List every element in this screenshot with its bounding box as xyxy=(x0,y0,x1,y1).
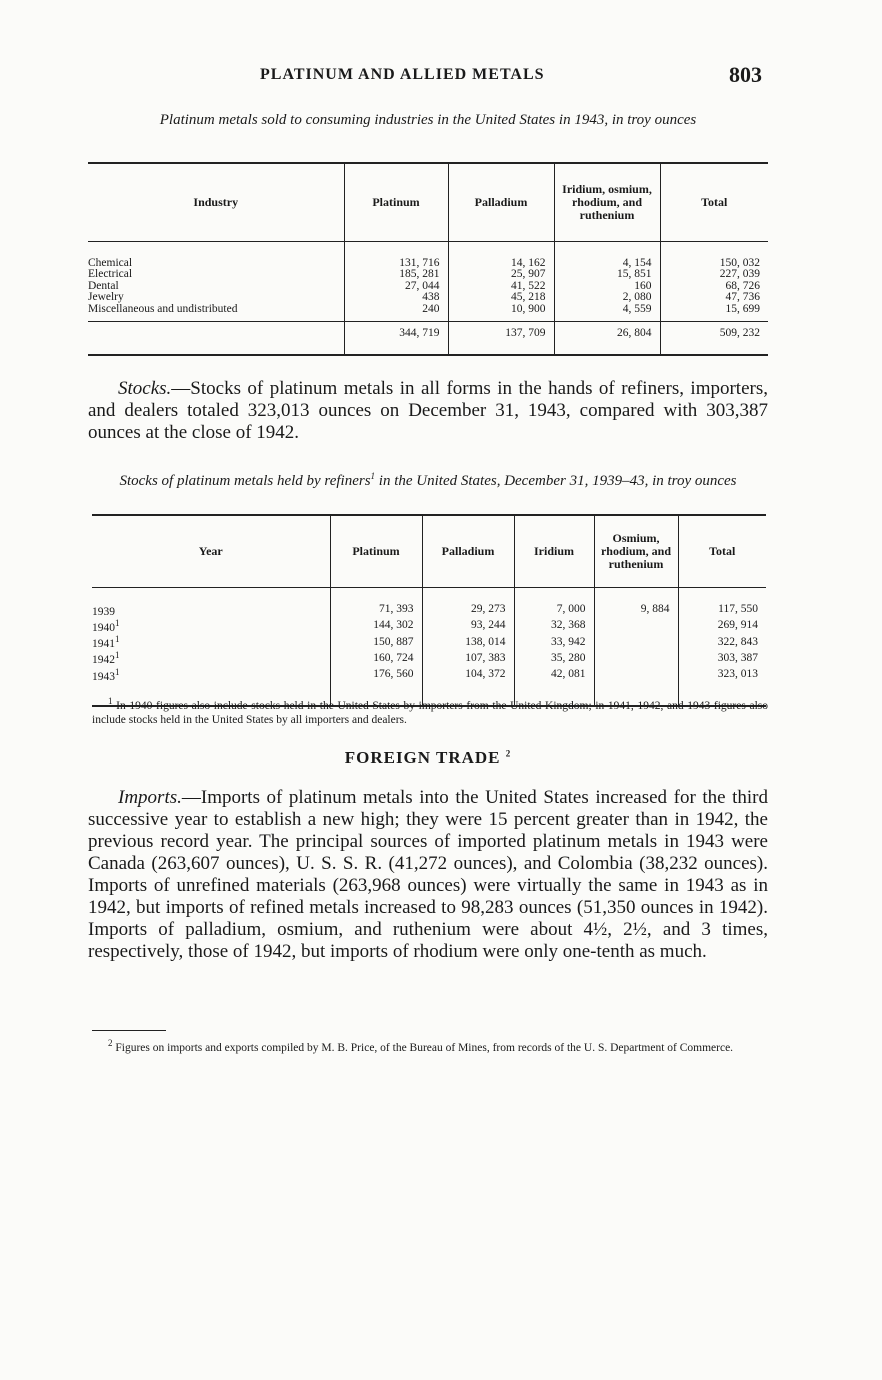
value-cell: 15, 851 xyxy=(554,269,660,281)
year-footnote-mark: 1 xyxy=(115,634,120,645)
value-cell: 240 xyxy=(344,304,448,322)
year-label: 1943 xyxy=(92,670,115,683)
foreign-trade-title: FOREIGN TRADE xyxy=(344,748,501,767)
value-cell: 131, 716 xyxy=(344,241,448,269)
value-cell: 33, 942 xyxy=(514,634,594,650)
industry-name-cell: Miscellaneous and undistributed xyxy=(88,302,238,315)
table2-col-iridium: Iridium xyxy=(514,515,594,587)
table2-header-row xyxy=(92,515,766,587)
industry-name-cell: Electrical xyxy=(88,268,133,280)
table2-row xyxy=(92,634,766,650)
table1-col-platinum: Platinum xyxy=(344,163,448,241)
stocks-table xyxy=(92,514,766,707)
table1-col-industry: Industry xyxy=(193,194,239,209)
value-cell: 138, 014 xyxy=(422,634,514,650)
imports-paragraph xyxy=(88,787,768,963)
table2-footnote-text: In 1940 figures also include stocks held in the United States by importers from the United Kingdom; in 1941, 1942, and 1943 figures also include stocks held in the United States by all importers and dealers. xyxy=(92,699,769,726)
value-cell: 322, 843 xyxy=(678,634,766,650)
value-cell: 29, 273 xyxy=(422,587,514,618)
value-cell: 7, 000 xyxy=(514,587,594,618)
table1-total-palladium: 137, 709 xyxy=(448,322,554,355)
imports-text: —Imports of platinum metals into the United States increased for the third successive year to establish a new high; they were 15 percent greater than in 1942, the previous record year. The principal sources of imported platinum metals in 1943 were Canada (263,607 ounces), U. S. S. R. (41,272 ounces), and Colombia (38,232 ounces). Imports of unrefined materials (263,968 ounces) were virtually the same in 1943 as in 1942, but imports of refined metals increased to 98,283 ounces (51,350 ounces in 1942). Imports of palladium, osmium, and ruthenium were about 4½, 2½, and 3 times, respectively, those of 1942, but imports of rhodium were only one-tenth as much. xyxy=(88,787,768,962)
table1-row xyxy=(88,241,768,269)
value-cell: 68, 726 xyxy=(660,281,768,293)
value-cell: 160 xyxy=(554,281,660,293)
value-cell: 42, 081 xyxy=(514,667,594,706)
running-title: PLATINUM AND ALLIED METALS xyxy=(260,66,545,83)
table2-footnote-mark: 1 xyxy=(108,696,113,706)
table1-total-iridium: 26, 804 xyxy=(554,322,660,355)
year-footnote-mark: 1 xyxy=(115,650,120,661)
table1-total-platinum: 344, 719 xyxy=(344,322,448,355)
table1-row xyxy=(88,304,768,322)
value-cell xyxy=(594,634,678,650)
value-cell: 32, 368 xyxy=(514,618,594,634)
year-label: 1942 xyxy=(92,654,115,667)
foreign-trade-sup: 2 xyxy=(505,748,512,759)
value-cell: 2, 080 xyxy=(554,292,660,304)
table1-caption: Platinum metals sold to consuming industries in the United States in 1943, in troy ounces xyxy=(159,112,697,128)
table2-row xyxy=(92,650,766,666)
value-cell: 227, 039 xyxy=(660,269,768,281)
table2-col-platinum: Platinum xyxy=(330,515,422,587)
value-cell: 176, 560 xyxy=(330,667,422,706)
table1-total-total: 509, 232 xyxy=(660,322,768,355)
value-cell: 117, 550 xyxy=(678,587,766,618)
table2-col-year: Year xyxy=(198,543,223,558)
table1-col-palladium: Palladium xyxy=(448,163,554,241)
stocks-paragraph xyxy=(88,378,768,444)
foreign-trade-footnote-mark: 2 xyxy=(108,1038,113,1048)
value-cell: 150, 887 xyxy=(330,634,422,650)
value-cell: 27, 044 xyxy=(344,281,448,293)
year-cell xyxy=(92,650,330,666)
foreign-trade-footnote xyxy=(92,1036,768,1055)
table1-totals-row xyxy=(88,322,768,355)
foreign-trade-heading xyxy=(88,748,768,768)
value-cell: 185, 281 xyxy=(344,269,448,281)
value-cell: 438 xyxy=(344,292,448,304)
industry-name-cell: Jewelry xyxy=(88,291,124,303)
imports-lead: Imports. xyxy=(118,787,182,808)
value-cell: 144, 302 xyxy=(330,618,422,634)
industry-name-cell: Dental xyxy=(88,279,119,292)
table1-header-row xyxy=(88,163,768,241)
year-label: 1941 xyxy=(92,637,115,650)
value-cell xyxy=(594,650,678,666)
value-cell: 47, 736 xyxy=(660,292,768,304)
value-cell: 45, 218 xyxy=(448,292,554,304)
year-cell xyxy=(92,587,330,618)
value-cell: 14, 162 xyxy=(448,241,554,269)
stocks-text: —Stocks of platinum metals in all forms in the hands of refiners, importers, and dealers totaled 323,013 ounces on December 31, 1943, compared with 303,387 ounces at the close of 1942. xyxy=(88,378,768,443)
table2-caption xyxy=(88,468,768,490)
industry-name-cell: Chemical xyxy=(88,256,133,269)
year-footnote-mark: 1 xyxy=(115,666,120,677)
value-cell: 15, 699 xyxy=(660,304,768,322)
value-cell: 71, 393 xyxy=(330,587,422,618)
value-cell: 303, 387 xyxy=(678,650,766,666)
value-cell: 104, 372 xyxy=(422,667,514,706)
value-cell: 4, 559 xyxy=(554,304,660,322)
table2-caption-post: in the United States, December 31, 1939–43, in troy ounces xyxy=(375,473,737,489)
table1-total-label xyxy=(88,322,344,355)
table2-col-palladium: Palladium xyxy=(422,515,514,587)
value-cell: 93, 244 xyxy=(422,618,514,634)
year-label: 1939 xyxy=(92,605,115,618)
year-cell xyxy=(92,618,330,634)
value-cell: 323, 013 xyxy=(678,667,766,706)
industry-sales-table xyxy=(88,162,768,356)
table1-row xyxy=(88,269,768,281)
value-cell: 35, 280 xyxy=(514,650,594,666)
value-cell: 160, 724 xyxy=(330,650,422,666)
footnote-rule xyxy=(92,1030,166,1031)
value-cell: 41, 522 xyxy=(448,281,554,293)
value-cell: 4, 154 xyxy=(554,241,660,269)
table1-row xyxy=(88,292,768,304)
value-cell: 10, 900 xyxy=(448,304,554,322)
table2-row xyxy=(92,618,766,634)
page-number: 803 xyxy=(729,62,762,87)
stocks-lead: Stocks. xyxy=(118,378,172,399)
table2-col-total: Total xyxy=(678,515,766,587)
table1-col-iridium-group: Iridium, osmium, rhodium, and ruthenium xyxy=(554,163,660,241)
year-cell xyxy=(92,634,330,650)
value-cell: 25, 907 xyxy=(448,269,554,281)
value-cell: 269, 914 xyxy=(678,618,766,634)
value-cell: 107, 383 xyxy=(422,650,514,666)
year-footnote-mark: 1 xyxy=(115,617,120,628)
year-label: 1940 xyxy=(92,621,115,634)
foreign-trade-footnote-text: Figures on imports and exports compiled by M. B. Price, of the Bureau of Mines, from records of the U. S. Department of Commerce. xyxy=(115,1041,734,1054)
table2-col-osmium-group: Osmium, rhodium, and ruthenium xyxy=(594,515,678,587)
running-head xyxy=(88,62,768,92)
table2-caption-sup: 1 xyxy=(370,471,376,481)
value-cell: 9, 884 xyxy=(594,587,678,618)
table2-caption-pre: Stocks of platinum metals held by refiners xyxy=(119,473,371,489)
value-cell xyxy=(594,618,678,634)
table2-footnote xyxy=(92,694,768,727)
table1-col-total: Total xyxy=(660,163,768,241)
value-cell: 150, 032 xyxy=(660,241,768,269)
table2-row xyxy=(92,587,766,618)
